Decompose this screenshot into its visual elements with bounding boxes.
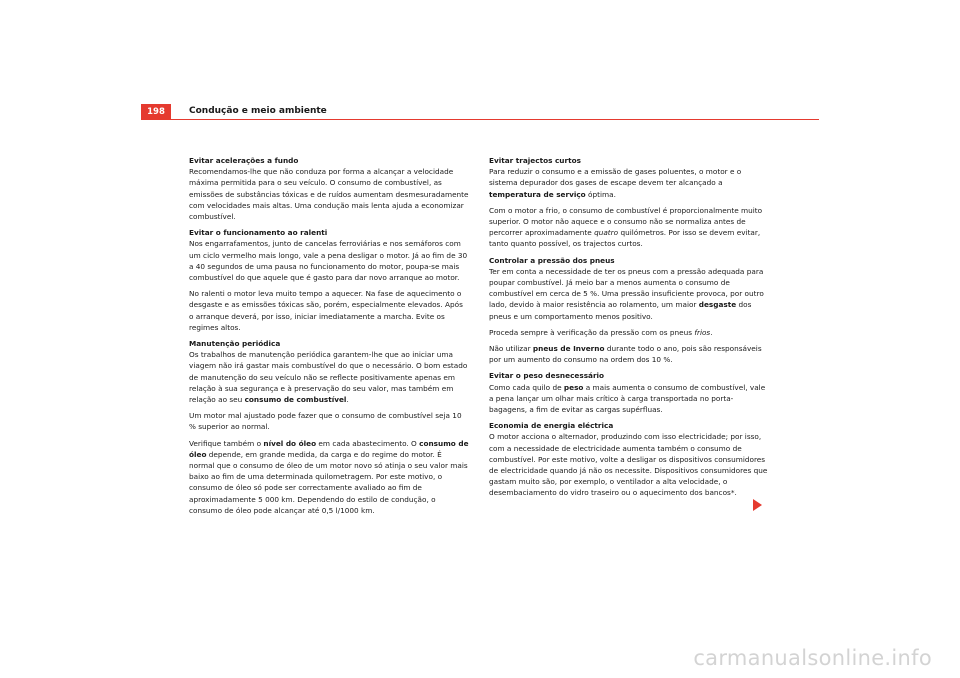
- section-title: Evitar o peso desnecessário: [489, 371, 605, 381]
- header-divider: [171, 119, 819, 120]
- text-run: quilómetros. Por isso se devem evitar, tanto quanto possível, os trajectos curtos.: [489, 228, 761, 249]
- text-run: óptima.: [585, 189, 616, 199]
- bold-term: temperatura de serviço: [489, 189, 586, 199]
- section: [189, 338, 469, 516]
- italic-term: frios: [694, 327, 711, 337]
- section-paragraph: [189, 410, 469, 432]
- section-paragraph: [189, 349, 469, 405]
- text-run: Os trabalhos de manutenção periódica garantem-lhe que ao iniciar uma viagem não irá gastar mais combustível do que o necessário. O bom estado de manutenção do seu veículo não se reflecte positivamente apenas em relação à sua segurança e à preservação do seu valor, mas também em relação ao seu: [189, 350, 468, 405]
- section-paragraph: [489, 327, 771, 338]
- section-title: Evitar trajectos curtos: [489, 156, 581, 165]
- section-paragraph: [489, 343, 771, 365]
- section-title: Evitar o funcionamento ao ralenti: [189, 228, 328, 238]
- section-paragraph: [489, 431, 771, 498]
- section-paragraph: [489, 166, 771, 200]
- page-number: 198: [147, 107, 165, 117]
- text-run: Não utilizar: [489, 344, 533, 354]
- text-run: durante todo o ano, pois são responsáveis por um aumento do consumo na ordem dos 10 %.: [489, 344, 762, 365]
- right-column: [489, 155, 771, 504]
- section-paragraph: [189, 288, 469, 333]
- section: [489, 420, 771, 498]
- text-run: Com o motor a frio, o consumo de combustível é proporcionalmente muito superior. O motor não aquece e o consumo não se normaliza antes de percorrer aproximadamente: [489, 205, 763, 238]
- text-run: Como cada quilo de: [489, 382, 564, 392]
- bold-term: pneus de Inverno: [532, 344, 605, 354]
- text-run: No ralenti o motor leva muito tempo a aquecer. Na fase de aquecimento o desgaste e as emissões tóxicas são, porém, especialmente elevados. Após o arranque deverá, por isso, iniciar imediatamente a marcha. Evite os regimes altos.: [189, 289, 463, 332]
- section-title: Manutenção periódica: [189, 339, 281, 349]
- section-paragraph: [489, 205, 771, 250]
- section: [489, 155, 771, 250]
- page-number-badge: [141, 104, 171, 120]
- section-paragraph: [189, 438, 469, 516]
- footer-watermark: carmanualsonline.info: [693, 646, 932, 670]
- text-run: O motor acciona o alternador, produzindo com isso electricidade; por isso, com a necessidade de electricidade aumenta também o consumo de combustível. Por este motivo, volte a desligar os dispositivos consumidores de electricidade quando já não os necessite. Dispositivos consumidores que gastam muito são, por exemplo, o ventilador a alta velocidade, o desembaciamento do vidro traseiro ou o aquecimento dos bancos*.: [489, 432, 768, 498]
- bold-term: peso: [563, 382, 584, 392]
- bold-term: consumo de óleo: [189, 438, 469, 459]
- section-paragraph: [189, 166, 469, 222]
- chapter-title: Condução e meio ambiente: [189, 106, 327, 116]
- text-run: a mais aumenta o consumo de combustível, vale a pena lançar um olhar mais crítico à carga transportada no porta-bagagens, a fim de evitar as cargas supérfluas.: [489, 382, 766, 415]
- text-run: Um motor mal ajustado pode fazer que o consumo de combustível seja 10 % superior ao normal.: [189, 411, 462, 432]
- text-run: Nos engarrafamentos, junto de cancelas ferroviárias e nos semáforos com um ciclo vermelho mais longo, vale a pena desligar o motor. Já ao fim de 30 a 40 segundos de uma pausa no funcionamento do motor, poupa-se mais combustível do que aquele que é gasto para dar novo arranque ao motor.: [189, 239, 468, 283]
- text-run: Proceda sempre à verificação da pressão com os pneus: [489, 327, 695, 337]
- bold-term: desgaste: [698, 300, 737, 310]
- text-run: depende, em grande medida, da carga e do regime do motor. É normal que o consumo de óleo de um motor novo só atinja o seu valor mais baixo ao fim de uma determinada quilometragem. Por este motivo, o consumo de óleo só pode ser correctamente avaliado ao fim de aproximadamente 5 000 km. Dependendo do estilo de condução, o consumo de óleo pode alcançar até 0,5 l/1000 km.: [189, 449, 468, 515]
- text-run: em cada abastecimento. O: [316, 438, 420, 448]
- left-column: [189, 155, 469, 521]
- text-run: Para reduzir o consumo e a emissão de gases poluentes, o motor e o sistema depurador dos gases de escape devem ter alcançado a: [489, 167, 742, 188]
- section-paragraph: [489, 266, 771, 322]
- section: [489, 370, 771, 415]
- section: [489, 255, 771, 366]
- text-run: dos pneus e um comportamento menos positivo.: [489, 300, 752, 321]
- text-run: .: [346, 395, 349, 405]
- text-run: Verifique também o: [189, 438, 264, 448]
- section-title: Evitar acelerações a fundo: [189, 156, 299, 165]
- bold-term: nível do óleo: [263, 438, 317, 448]
- section: [189, 227, 469, 333]
- section-paragraph: [489, 382, 771, 416]
- text-run: Ter em conta a necessidade de ter os pneus com a pressão adequada para poupar combustível. Já meio bar a menos aumenta o consumo de combustível em cerca de 5 %. Uma pressão insuficiente provoca, por outro lado, devido à maior resistência ao rolamento, um maior: [489, 266, 764, 310]
- italic-term: quatro: [594, 228, 619, 238]
- next-page-arrow-icon[interactable]: [753, 499, 762, 511]
- section-paragraph: [189, 238, 469, 283]
- section-title: Controlar a pressão dos pneus: [489, 255, 615, 265]
- text-run: .: [710, 327, 713, 337]
- section-title: Economia de energia eléctrica: [489, 421, 614, 431]
- section: [189, 155, 469, 222]
- text-run: Recomendamos-lhe que não conduza por forma a alcançar a velocidade máxima permitida para o seu veículo. O consumo de combustível, as emissões de substâncias tóxicas e de ruídos aumentam desmesuradamente com velocidades mais altas. Uma condução mais lenta ajuda a economizar combustível.: [189, 167, 469, 222]
- bold-term: consumo de combustível: [244, 395, 347, 405]
